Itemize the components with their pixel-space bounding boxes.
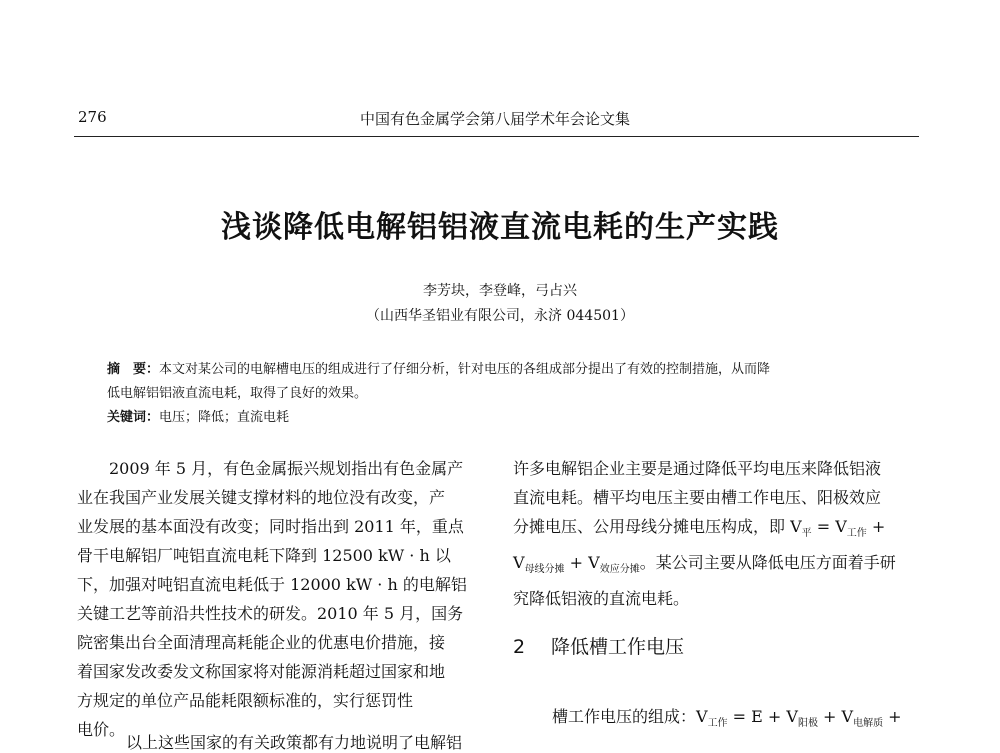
body-line-equation [513,512,923,548]
authors: 李芳块，李登峰，弓占兴 [423,283,577,299]
eq-sub: 电解质 [853,718,884,730]
eq-text: + V [564,553,600,573]
formula-line [552,702,902,738]
body-line-cut: 以上这些国家的有关政策都有力地说明了电解铝 [110,733,463,752]
right-column [513,454,923,613]
body-line: 直流电耗。槽平均电压主要由槽工作电压、阳极效应 [513,488,882,507]
body-line: 方规定的单位产品能耗限额标准的，实行惩罚性 [77,691,414,710]
eq-sub: 平 [801,528,812,540]
eq-text: = V [811,517,847,536]
eq-sub: 工作 [846,528,867,540]
body-line: 院密集出台全面清理高耗能企业的优惠电价措施，接 [77,633,446,652]
eq-text: + [866,517,886,536]
section-number: 2 [513,636,526,658]
body-line-equation-cont [513,548,923,584]
eq-text: 分摊电压、公用母线分摊电压构成，即 V [513,517,802,536]
eq-text: = E + V [727,707,798,726]
keywords-line [107,406,917,430]
running-header: 中国有色金属学会第八届学术年会论文集 [360,110,631,128]
left-column [77,454,479,744]
eq-text: V [513,553,525,573]
eq-sub: 母线分摊 [524,564,565,576]
keywords-label: 关键词： [107,410,160,425]
abstract [107,358,917,430]
affiliation: （山西华圣铝业有限公司，永济 044501） [366,308,634,324]
body-line: 业在我国产业发展关键支撑材料的地位没有改变，产 [77,488,446,507]
body-line: 究降低铝液的直流电耗。 [513,589,690,609]
abstract-line-2: 低电解铝铝液直流电耗，取得了良好的效果。 [107,386,368,401]
eq-sub: 效应分摊 [599,564,640,576]
header-rule [74,136,919,137]
keywords: 电压；降低；直流电耗 [159,410,290,425]
body-line: 电价。 [77,720,126,739]
paper-title: 浅谈降低电解铝铝液直流电耗的生产实践 [221,210,779,245]
body-line: 业发展的基本面没有改变；同时指出到 2011 年，重点 [77,517,464,536]
abstract-label: 摘 要： [107,362,160,377]
eq-text: 槽工作电压的组成：V [552,707,708,726]
eq-text: 。某公司主要从降低电压方面着手研 [639,553,896,573]
body-line: 2009 年 5 月，有色金属振兴规划指出有色金属产 [77,459,464,478]
section-title: 降低槽工作电压 [551,636,685,658]
eq-text: + V [817,707,854,726]
eq-sub: 阳极 [797,718,818,730]
body-line: 下，加强对吨铝直流电耗低于 12000 kW · h 的电解铝 [77,575,467,594]
page-number: 276 [78,108,107,126]
body-line: 关键工艺等前沿共性技术的研发。2010 年 5 月，国务 [77,604,464,623]
body-line: 许多电解铝企业主要是通过降低平均电压来降低铝液 [513,459,882,478]
abstract-line-1 [107,358,917,382]
eq-sub: 工作 [707,718,728,730]
abstract-text-1: 本文对某公司的电解槽电压的组成进行了仔细分析，针对电压的各组成部分提出了有效的控制措施，从而降 [159,362,771,377]
eq-text: + [883,707,902,726]
section-heading [513,632,684,659]
body-line: 着国家发改委发文称国家将对能源消耗超过国家和地 [77,662,446,681]
body-line: 骨干电解铝厂吨铝直流电耗下降到 12500 kW · h 以 [77,546,451,565]
